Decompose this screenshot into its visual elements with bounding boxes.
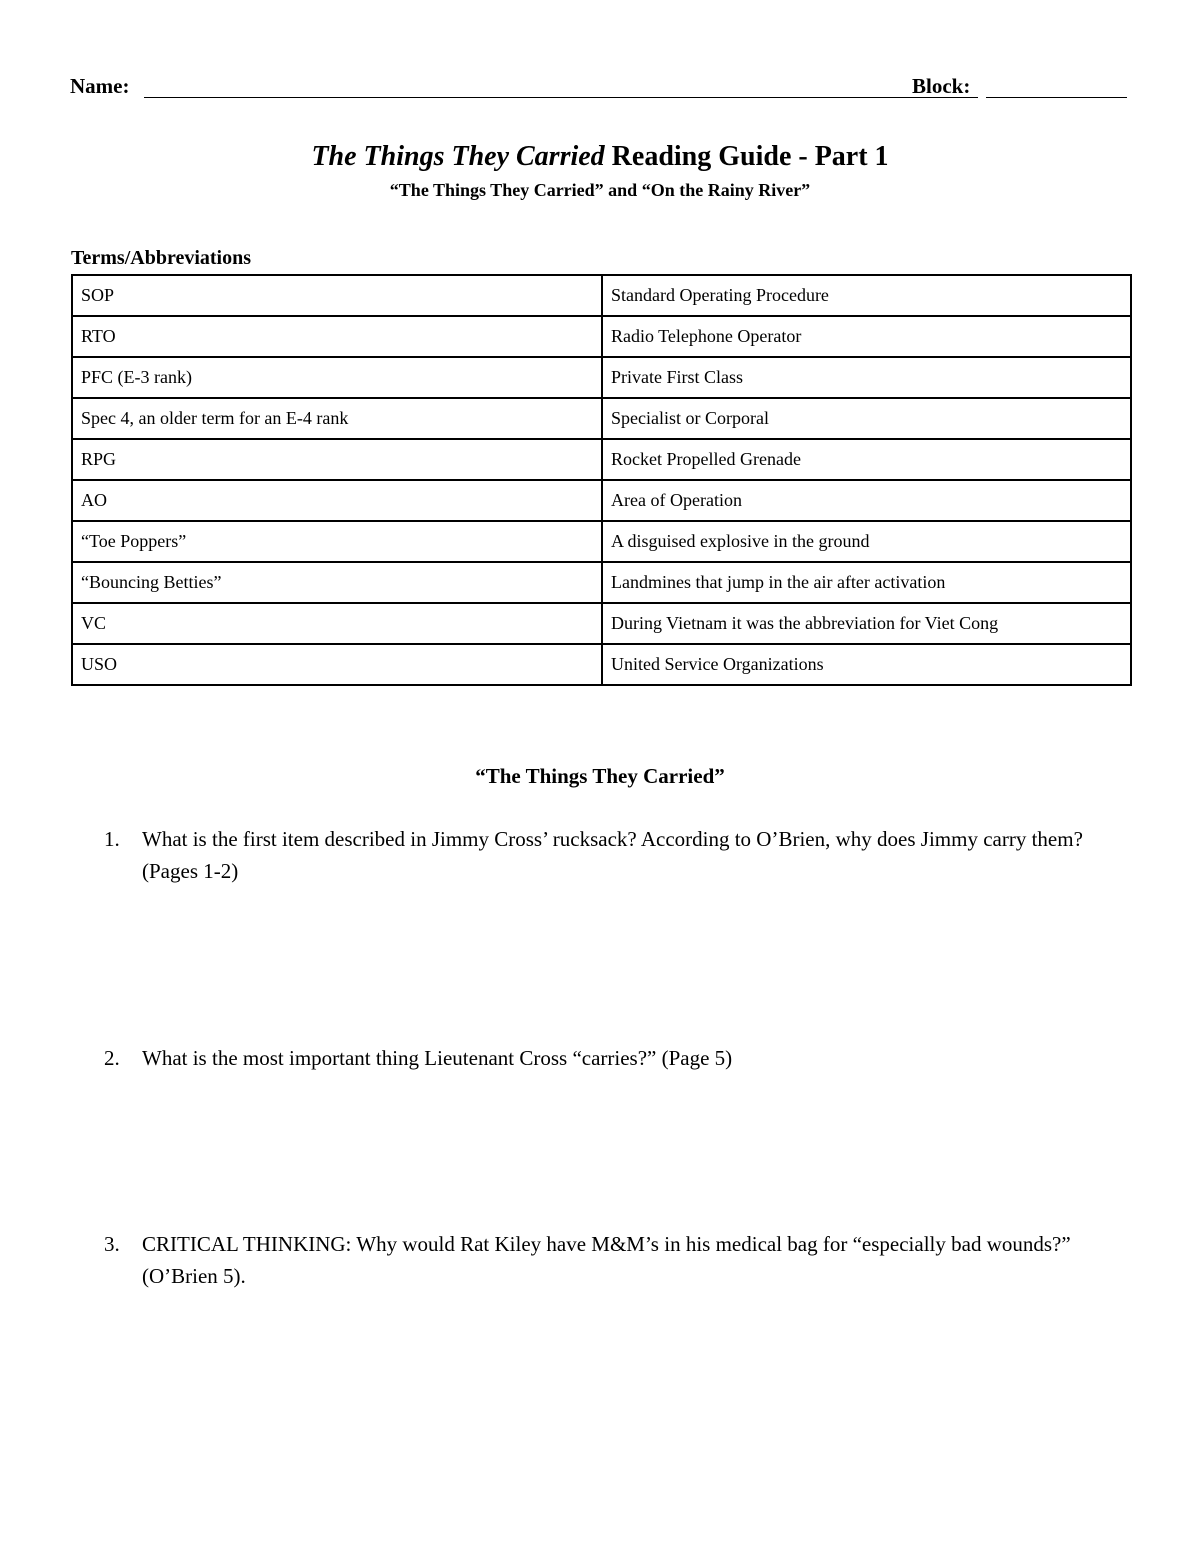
term-cell: “Toe Poppers” [72,521,602,562]
table-row [72,480,1131,521]
definition-cell: Private First Class [602,357,1131,398]
question-item [104,823,1104,887]
definition-cell: A disguised explosive in the ground [602,521,1131,562]
name-label: Name: [70,74,130,98]
title-rest: Reading Guide - Part 1 [604,141,889,172]
section-heading: “The Things They Carried” [475,764,725,788]
definition-cell: Specialist or Corporal [602,398,1131,439]
question-item [104,1228,1104,1292]
term-cell: PFC (E-3 rank) [72,357,602,398]
block-label: Block: [912,74,971,98]
term-cell: “Bouncing Betties” [72,562,602,603]
name-blank[interactable] [144,97,978,98]
title-book-name: The Things They Carried [311,141,605,172]
table-row [72,644,1131,685]
question-number: 3. [104,1232,120,1256]
term-cell: SOP [72,275,602,316]
term-cell: Spec 4, an older term for an E-4 rank [72,398,602,439]
question-text: What is the first item described in Jimmy Cross’ rucksack? According to O’Brien, why does Jimmy carry them? (Pages 1-2) [142,827,1083,883]
table-row [72,316,1131,357]
question-text: CRITICAL THINKING: Why would Rat Kiley have M&M’s in his medical bag for “especially bad wounds?” (O’Brien 5). [142,1232,1071,1288]
document-subtitle: “The Things They Carried” and “On the Rainy River” [389,180,811,200]
term-cell: RTO [72,316,602,357]
table-row [72,357,1131,398]
table-row [72,521,1131,562]
term-cell: VC [72,603,602,644]
question-text: What is the most important thing Lieutenant Cross “carries?” (Page 5) [142,1046,733,1070]
table-row [72,275,1131,316]
definition-cell: Radio Telephone Operator [602,316,1131,357]
definition-cell: Area of Operation [602,480,1131,521]
document-title [0,141,1200,173]
terms-table [71,274,1132,686]
table-row [72,562,1131,603]
question-number: 2. [104,1046,120,1070]
table-row [72,603,1131,644]
question-number: 1. [104,827,120,851]
block-blank[interactable] [986,97,1127,98]
term-cell: RPG [72,439,602,480]
term-cell: AO [72,480,602,521]
question-item [104,1042,1104,1074]
terms-heading: Terms/Abbreviations [71,247,252,269]
definition-cell: Rocket Propelled Grenade [602,439,1131,480]
term-cell: USO [72,644,602,685]
student-info-line [70,72,1127,102]
definition-cell: During Vietnam it was the abbreviation for Viet Cong [602,603,1131,644]
definition-cell: Standard Operating Procedure [602,275,1131,316]
table-row [72,439,1131,480]
table-row [72,398,1131,439]
definition-cell: Landmines that jump in the air after activation [602,562,1131,603]
definition-cell: United Service Organizations [602,644,1131,685]
